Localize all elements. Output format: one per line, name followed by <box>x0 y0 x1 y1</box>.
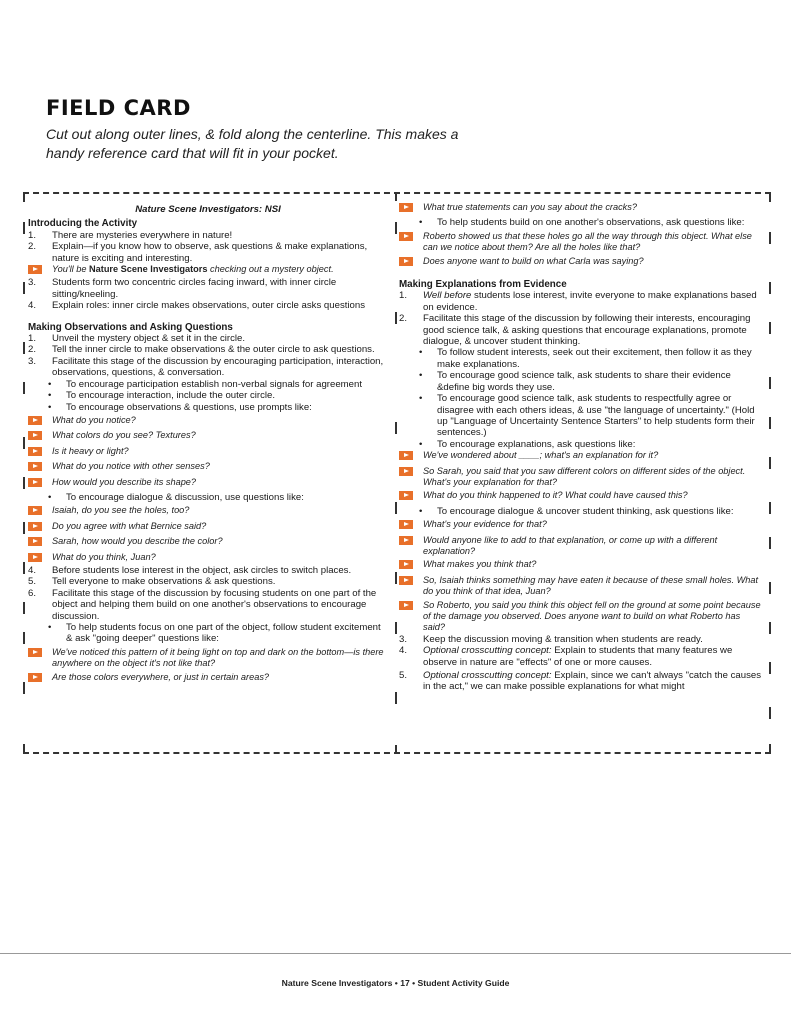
prompt-text: We've wondered about ____; what's an explanation for it? <box>423 450 659 461</box>
cut-line-left <box>23 632 25 644</box>
prompt-question <box>28 521 388 534</box>
list-item-text: Optional crosscutting concept: Explain to students that many features we observe in nature are "effects" of one or more causes. <box>423 645 733 668</box>
cut-line-right <box>769 457 771 469</box>
list-item: 4. Explain roles: inner circle makes observations, outer circle asks questions <box>28 300 388 311</box>
list-item-text: Tell the inner circle to make observations & the outer circle to ask questions. <box>52 344 375 356</box>
prompt-text: Would anyone like to add to that explanation, or come up with a different explanation? <box>423 534 718 556</box>
prompt-question <box>28 264 388 277</box>
prompt-text: What colors do you see? Textures? <box>52 430 196 441</box>
play-icon <box>28 522 42 531</box>
fold-line <box>395 572 397 584</box>
prompt-text: What do you think, Juan? <box>52 551 156 562</box>
list-item-text: Keep the discussion moving & transition when students are ready. <box>423 633 703 645</box>
bullet-item: • To encourage good science talk, ask students to share their evidence &define big words they use. <box>399 370 761 393</box>
play-icon <box>399 601 413 610</box>
cut-line-right <box>769 232 771 244</box>
prompt-question <box>28 446 388 459</box>
play-icon <box>28 416 42 425</box>
cut-line-right <box>769 377 771 389</box>
prompt-question <box>28 477 388 490</box>
list-item-text: Facilitate this stage of the discussion by following their interests, encouraging good science talk, & asking questions that encourage explanations, promote dialogue, & uncover student thinking. <box>423 313 751 348</box>
prompt-text: We've noticed this pattern of it being light on top and dark on the bottom—is there anywhere on the object it's not like that? <box>52 646 384 669</box>
bullet-item: • To encourage participation establish non-verbal signals for agreement <box>28 379 388 390</box>
cut-line-right <box>769 622 771 634</box>
field-card <box>23 192 771 754</box>
play-icon <box>28 537 42 546</box>
play-icon <box>28 462 42 471</box>
list-item: 3. Students form two concentric circles facing inward, with inner circle sitting/kneeling. <box>28 277 388 300</box>
cut-line-right <box>769 282 771 294</box>
play-icon <box>28 431 42 440</box>
cut-line-bottom <box>23 752 771 754</box>
prompt-question <box>399 519 761 532</box>
list-item: 6. Facilitate this stage of the discussion by focusing students on one part of the object and helping them build on one another's observations to encourage discussion. <box>28 588 388 622</box>
prompt-question <box>399 575 761 598</box>
corner-mark <box>769 192 771 202</box>
corner-mark <box>769 744 771 754</box>
list-item-text: Well before students lose interest, invite everyone to make explanations based on evidence. <box>423 290 757 313</box>
cut-line-top <box>23 192 771 194</box>
cut-line-left <box>23 522 25 534</box>
card-left-panel <box>28 204 388 685</box>
cut-line-left <box>23 382 25 394</box>
list-item: 3. Facilitate this stage of the discussion by encouraging participation, interaction, observations, questions, & conversation. <box>28 356 388 379</box>
prompt-question <box>28 505 388 518</box>
prompt-text: So Roberto, you said you think this object fell on the ground at some point because of the damage you observed. Does anyone want to build on what Roberto has said? <box>423 599 761 633</box>
fold-mark-top <box>395 192 397 201</box>
cut-line-right <box>769 582 771 594</box>
card-right-panel <box>399 202 761 693</box>
cut-line-left <box>23 282 25 294</box>
bullet-item: • To help students build on one another's observations, ask questions like: <box>399 217 761 228</box>
fold-mark-bottom <box>395 745 397 754</box>
list-item: 4. Before students lose interest in the object, ask circles to switch places. <box>28 565 388 576</box>
prompt-text: Isaiah, do you see the holes, too? <box>52 505 190 516</box>
play-icon <box>28 506 42 515</box>
bullet-item: • To encourage interaction, include the outer circle. <box>28 390 388 401</box>
prompt-text: What true statements can you say about the cracks? <box>423 202 637 212</box>
list-item: 2. Tell the inner circle to make observations & the outer circle to ask questions. <box>28 344 388 355</box>
prompt-question <box>399 466 761 489</box>
prompt-question <box>28 415 388 428</box>
bullet-item: • To encourage dialogue & discussion, use questions like: <box>28 492 388 503</box>
card-title-suffix: : NSI <box>258 204 281 215</box>
prompt-text: Roberto showed us that these holes go all the way through this object. What else can we notice about them? Are all the holes like that? <box>423 230 752 253</box>
play-icon <box>399 520 413 529</box>
list-item: 1. Unveil the mystery object & set it in the circle. <box>28 333 388 344</box>
bullet-text: To help students focus on one part of the object, follow student excitement & ask "going deeper" questions like: <box>66 622 381 645</box>
bullet-text: To encourage dialogue & discussion, use questions like: <box>66 491 304 503</box>
card-title <box>28 204 388 215</box>
bullet-text: To help students build on one another's observations, ask questions like: <box>437 217 745 229</box>
cut-line-left <box>23 342 25 354</box>
fold-line <box>395 502 397 514</box>
bullet-item: • To help students focus on one part of the object, follow student excitement & ask "going deeper" questions like: <box>28 622 388 645</box>
prompt-text: Is it heavy or light? <box>52 445 129 456</box>
prompt-question <box>399 450 761 463</box>
cut-line-left <box>23 437 25 449</box>
prompt-question <box>399 559 761 572</box>
play-icon <box>399 491 413 500</box>
corner-mark <box>23 192 25 202</box>
cut-line-right <box>769 417 771 429</box>
play-icon <box>399 232 413 241</box>
bullet-text: To encourage dialogue & uncover student thinking, ask questions like: <box>437 505 734 517</box>
section-heading-introducing: Introducing the Activity <box>28 218 138 230</box>
prompt-text: Are those colors everywhere, or just in certain areas? <box>52 671 270 682</box>
list-item-text: Optional crosscutting concept: Explain, since we can't always "catch the causes in the act," we can make possible explanations for what might <box>423 670 762 693</box>
list-item-text: Students form two concentric circles facing inward, with inner circle sitting/kneeling. <box>52 277 337 300</box>
prompt-text: Sarah, how would you describe the color? <box>52 536 223 547</box>
bullet-text: To encourage observations & questions, use prompts like: <box>66 401 312 413</box>
play-icon <box>399 560 413 569</box>
cut-line-right <box>769 322 771 334</box>
list-item-text: There are mysteries everywhere in nature! <box>52 229 233 241</box>
page-footer: Nature Scene Investigators • 17 • Student Activity Guide <box>281 978 510 988</box>
cut-line-left <box>23 222 25 234</box>
bullet-text: To encourage good science talk, ask students to share their evidence &define big words they use. <box>437 370 731 393</box>
fold-line <box>395 222 397 234</box>
list-item: 2. Facilitate this stage of the discussion by following their interests, encouraging good science talk, & asking questions that encourage explanations, promote dialogue, & uncover student thinking. <box>399 313 761 347</box>
play-icon <box>399 257 413 266</box>
play-icon <box>399 203 413 212</box>
play-icon <box>399 536 413 545</box>
prompt-text: Does anyone want to build on what Carla was saying? <box>423 255 644 266</box>
list-item: 5. Optional crosscutting concept: Explain, since we can't always "catch the causes in the act," we can make possible explanations for what might <box>399 670 762 693</box>
play-icon <box>399 576 413 585</box>
prompt-text: So Sarah, you said that you saw different colors on different sides of the object. What's your explanation for that? <box>423 465 746 487</box>
cut-line-left <box>23 562 25 574</box>
prompt-question <box>399 256 761 269</box>
play-icon <box>28 478 42 487</box>
bullet-item: • To encourage good science talk, ask students to respectfully agree or disagree with each others ideas, & use "the language of uncertainty." (Hold up "Language of Uncertainty Sentence Starters" to help students form their sentences.) <box>399 393 761 439</box>
section-heading-observations: Making Observations and Asking Questions <box>28 321 233 333</box>
cut-line-right <box>769 662 771 674</box>
cut-line-right <box>769 502 771 514</box>
cut-line-right <box>769 707 771 719</box>
cut-line-right <box>769 537 771 549</box>
footer-divider <box>0 953 791 954</box>
card-title-name: Nature Scene Investigators <box>135 204 259 215</box>
bullet-text: To encourage participation establish non-verbal signals for agreement <box>66 378 362 390</box>
fold-line <box>395 422 397 434</box>
prompt-question <box>399 490 761 503</box>
list-item: 5. Tell everyone to make observations & ask questions. <box>28 576 388 587</box>
prompt-question <box>28 647 388 670</box>
play-icon <box>28 553 42 562</box>
prompt-question <box>28 536 388 549</box>
prompt-text: What's your evidence for that? <box>423 519 547 530</box>
play-icon <box>399 467 413 476</box>
page-title: FIELD CARD <box>46 96 191 120</box>
bullet-text: To follow student interests, seek out their excitement, then follow it as they make explanations. <box>437 347 752 370</box>
list-item: 3. Keep the discussion moving & transition when students are ready. <box>399 634 761 645</box>
bullet-text: To encourage good science talk, ask students to respectfully agree or disagree with each others ideas, & use "the language of uncertainty." (Hold up "Language of Uncertainty Sentence Starters" to help students form their sentences.) <box>437 393 755 439</box>
bullet-text: To encourage interaction, include the outer circle. <box>66 390 276 402</box>
prompt-text: What do you notice with other senses? <box>52 461 210 472</box>
prompt-question <box>399 535 761 558</box>
list-item: 1. There are mysteries everywhere in nature! <box>28 230 388 241</box>
bullet-text: To encourage explanations, ask questions like: <box>437 438 636 450</box>
list-item: 1. Well before students lose interest, invite everyone to make explanations based on evidence. <box>399 290 761 313</box>
bullet-item: • To encourage dialogue & uncover student thinking, ask questions like: <box>399 506 761 517</box>
bullet-item: • To encourage observations & questions, use prompts like: <box>28 402 388 413</box>
cut-line-left <box>23 682 25 694</box>
prompt-question <box>28 672 388 685</box>
list-item-text: Explain roles: inner circle makes observations, outer circle asks questions <box>52 300 366 312</box>
cut-line-left <box>23 477 25 489</box>
play-icon <box>28 265 42 274</box>
list-item-text: Explain—if you know how to observe, ask questions & make explanations, nature is exciting and interesting. <box>52 241 368 264</box>
bullet-item: • To encourage explanations, ask questions like: <box>399 439 761 450</box>
page-subtitle: Cut out along outer lines, & fold along the centerline. This makes a handy reference card that will fit in your pocket. <box>46 126 459 161</box>
prompt-text: How would you describe its shape? <box>52 476 197 487</box>
list-item: 4. Optional crosscutting concept: Explain to students that many features we observe in nature are "effects" of one or more causes. <box>399 645 761 668</box>
prompt-question <box>28 430 388 443</box>
cut-line-left <box>23 602 25 614</box>
prompt-question <box>399 600 761 634</box>
prompt-text: What do you notice? <box>52 414 136 425</box>
prompt-question <box>399 231 761 254</box>
prompt-text: You'll be Nature Scene Investigators checking out a mystery object. <box>52 264 334 275</box>
play-icon <box>28 673 42 682</box>
fold-line <box>395 622 397 634</box>
corner-mark <box>23 744 25 754</box>
list-item-text: Facilitate this stage of the discussion by encouraging participation, interaction, observations, questions, & conversation. <box>52 355 384 379</box>
prompt-question <box>399 202 761 215</box>
list-item-text: Tell everyone to make observations & ask questions. <box>52 576 276 588</box>
list-item: 2. Explain—if you know how to observe, ask questions & make explanations, nature is exciting and interesting. <box>28 241 388 264</box>
page-header <box>46 96 766 163</box>
play-icon <box>28 648 42 657</box>
prompt-text: So, Isaiah thinks something may have eaten it because of these small holes. What do you think of that idea, Juan? <box>423 574 759 597</box>
bullet-item: • To follow student interests, seek out their excitement, then follow it as they make explanations. <box>399 347 761 370</box>
fold-line <box>395 692 397 704</box>
prompt-question <box>28 552 388 565</box>
list-item-text: Facilitate this stage of the discussion by focusing students on one part of the object and helping them build on one another's observations to encourage discussion. <box>52 587 377 622</box>
list-item-text: Before students lose interest in the object, ask circles to switch places. <box>52 564 352 576</box>
prompt-question <box>28 461 388 474</box>
section-heading-explanations: Making Explanations from Evidence <box>399 279 567 291</box>
fold-line <box>395 312 397 324</box>
play-icon <box>399 451 413 460</box>
play-icon <box>28 447 42 456</box>
prompt-text: What makes you think that? <box>423 559 537 570</box>
prompt-text: Do you agree with what Bernice said? <box>52 520 207 531</box>
prompt-text: What do you think happened to it? What could have caused this? <box>423 490 688 501</box>
list-item-text: Unveil the mystery object & set it in the circle. <box>52 333 246 345</box>
